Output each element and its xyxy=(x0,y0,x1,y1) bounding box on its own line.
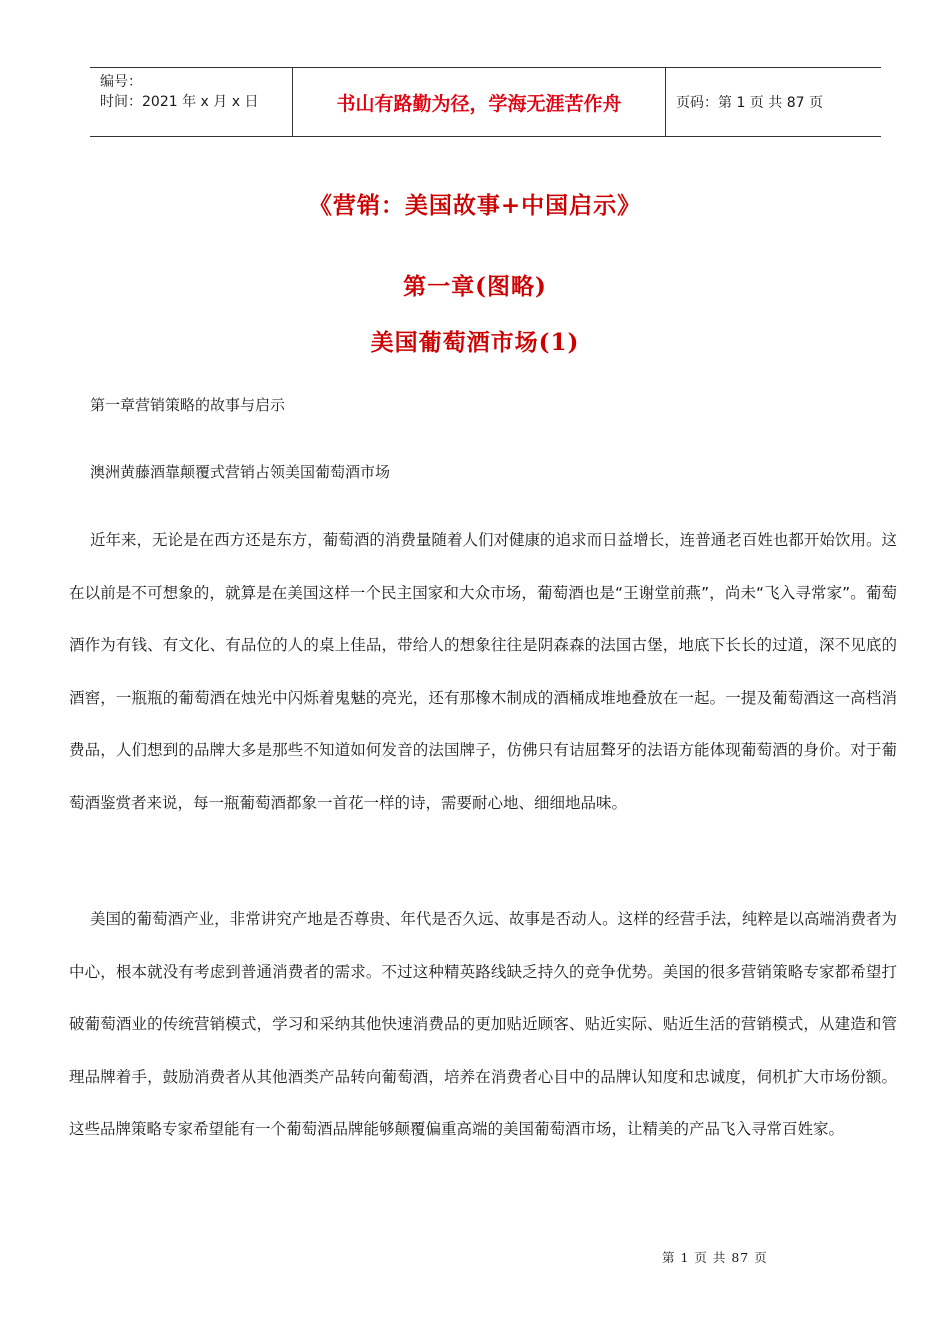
subheading-1: 第一章营销策略的故事与启示 xyxy=(90,396,286,414)
motto: 书山有路勤为径，学海无涯苦作舟 xyxy=(293,68,666,136)
code-label: 编号： xyxy=(100,74,142,90)
header-table xyxy=(90,67,881,137)
paragraph-2: 美国的葡萄酒产业，非常讲究产地是否尊贵、年代是否久远、故事是否动人。这样的经营手法，纯粹是以高端消费者为中心，根本就没有考虑到普通消费者的需求。不过这种精英路线缺乏持久的竞争优势。美国的很多营销策略专家都希望打破葡萄酒业的传统营销模式，学习和采纳其他快速消费品的更加贴近顾客、贴近实际、贴近生活的营销模式，从建造和管理品牌着手，鼓励消费者从其他酒类产品转向葡萄酒，培养在消费者心目中的品牌认知度和忠诚度，伺机扩大市场份额。这些品牌策略专家希望能有一个葡萄酒品牌能够颠覆偏重高端的美国葡萄酒市场，让精美的产品飞入寻常百姓家。 xyxy=(69,910,897,1138)
subheading-2: 澳洲黄藤酒靠颠覆式营销占领美国葡萄酒市场 xyxy=(90,463,391,481)
page-footer: 第 1 页 共 87 页 xyxy=(662,1250,768,1265)
section-title: 美国葡萄酒市场(1) xyxy=(370,329,580,356)
header-page-info: 页码：第 1 页 共 87 页 xyxy=(676,95,823,111)
paragraph-1: 近年来，无论是在西方还是东方，葡萄酒的消费量随着人们对健康的追求而日益增长，连普通老百姓也都开始饮用。这在以前是不可想象的，就算是在美国这样一个民主国家和大众市场，葡萄酒也是“王谢堂前燕”，尚未“飞入寻常家”。葡萄酒作为有钱、有文化、有品位的人的桌上佳品，带给人的想象往往是阴森森的法国古堡，地底下长长的过道，深不见底的酒窖，一瓶瓶的葡萄酒在烛光中闪烁着鬼魅的亮光，还有那橡木制成的酒桶成堆地叠放在一起。一提及葡萄酒这一高档消费品，人们想到的品牌大多是那些不知道如何发音的法国牌子，仿佛只有诘屈聱牙的法语方能体现葡萄酒的身价。对于葡萄酒鉴赏者来说，每一瓶葡萄酒都象一首花一样的诗，需要耐心地、细细地品味。 xyxy=(69,531,897,812)
chapter-title: 第一章(图略) xyxy=(403,273,547,300)
time-label: 时间：2021 年 x 月 x 日 xyxy=(100,94,259,110)
book-title: 《营销：美国故事+中国启示》 xyxy=(308,192,642,219)
header-left-cell xyxy=(90,68,293,136)
